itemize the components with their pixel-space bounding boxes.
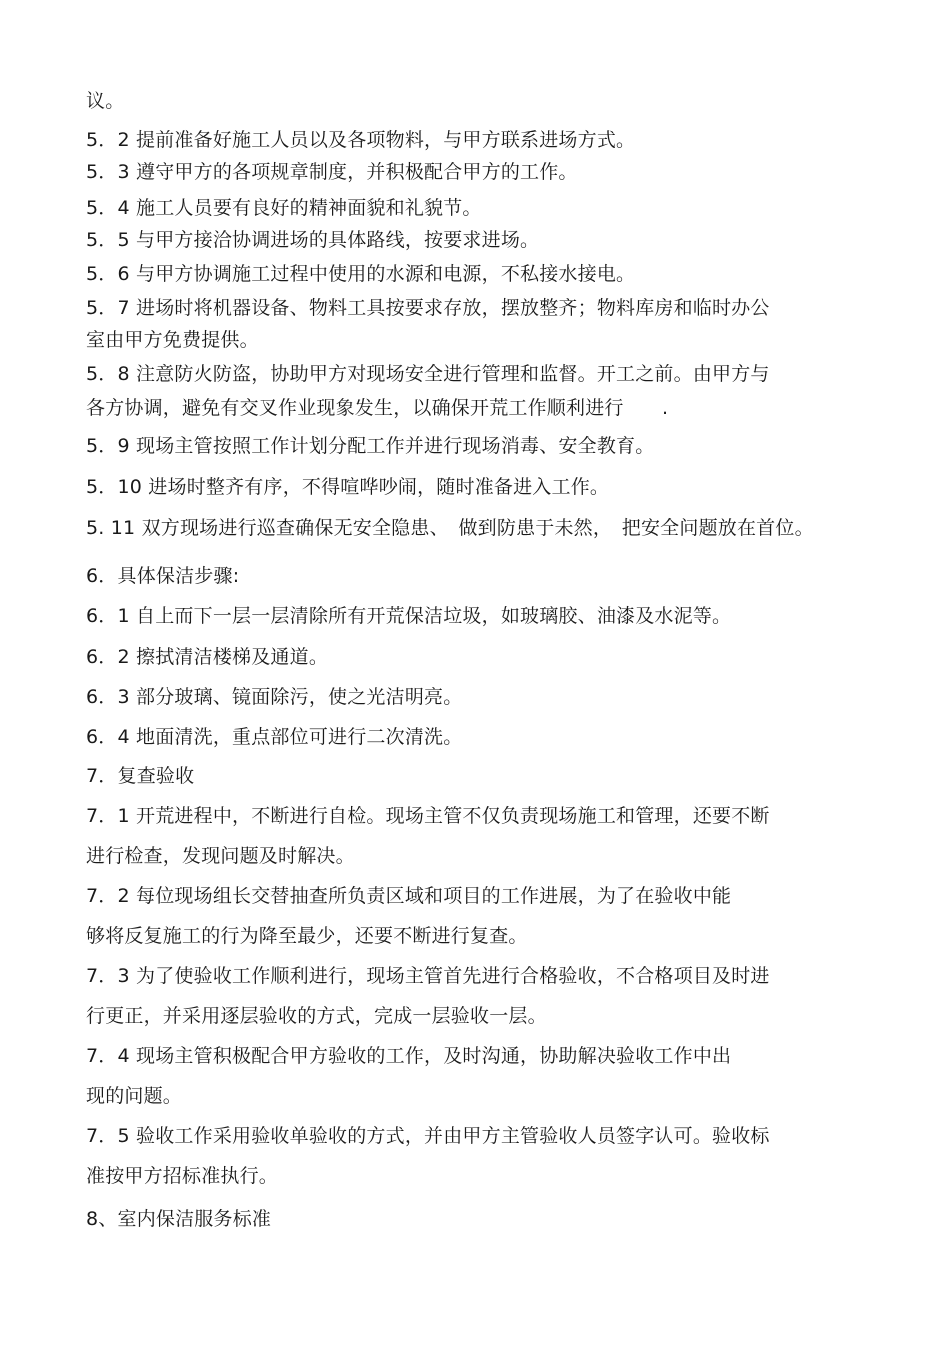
text-line: 5．10 进场时整齐有序，不得喧哗吵闹，随时准备进入工作。: [86, 476, 610, 498]
text-line: 进行检查，发现问题及时解决。: [86, 845, 355, 867]
text-line: 6．1 自上而下一层一层清除所有开荒保洁垃圾，如玻璃胶、油漆及水泥等。: [86, 605, 732, 627]
text-line: 行更正，并采用逐层验收的方式，完成一层验收一层。: [86, 1005, 547, 1027]
text-line: 议。: [86, 90, 125, 112]
text-line: 6．3 部分玻璃、镜面除污，使之光洁明亮。: [86, 686, 463, 708]
text-line: 7．4 现场主管积极配合甲方验收的工作，及时沟通，协助解决验收工作中出: [86, 1045, 732, 1067]
text-line: 5．8 注意防火防盗，协助甲方对现场安全进行管理和监督。开工之前。由甲方与: [86, 363, 770, 385]
text-line: 室由甲方免费提供。: [86, 329, 259, 351]
text-line: 5. 11 双方现场进行巡查确保无安全隐患、 做到防患于未然， 把安全问题放在首位。: [86, 517, 814, 539]
text-line: 5．5 与甲方接洽协调进场的具体路线，按要求进场。: [86, 229, 540, 251]
text-line: 5．2 提前准备好施工人员以及各项物料，与甲方联系进场方式。: [86, 129, 636, 151]
text-line: 6．4 地面清洗，重点部位可进行二次清洗。: [86, 726, 463, 748]
text-line: 7．5 验收工作采用验收单验收的方式，并由甲方主管验收人员签字认可。验收标: [86, 1125, 770, 1147]
text-line: 6．2 擦拭清洁楼梯及通道。: [86, 646, 329, 668]
text-line: 准按甲方招标准执行。: [86, 1165, 279, 1187]
text-line: 7．1 开荒进程中，不断进行自检。现场主管不仅负责现场施工和管理，还要不断: [86, 805, 770, 827]
text-line: 5．6 与甲方协调施工过程中使用的水源和电源，不私接水接电。: [86, 263, 636, 285]
text-line: 7．2 每位现场组长交替抽查所负责区域和项目的工作进展，为了在验收中能: [86, 885, 732, 907]
text-line: 5．7 进场时将机器设备、物料工具按要求存放，摆放整齐；物料库房和临时办公: [86, 297, 770, 319]
text-line: 5．4 施工人员要有良好的精神面貌和礼貌节。: [86, 197, 482, 219]
text-line: 够将反复施工的行为降至最少，还要不断进行复查。: [86, 925, 528, 947]
text-line: 7．3 为了使验收工作顺利进行，现场主管首先进行合格验收，不合格项目及时进: [86, 965, 770, 987]
text-line: 5．9 现场主管按照工作计划分配工作并进行现场消毒、安全教育。: [86, 435, 655, 457]
section-heading: 6．具体保洁步骤:: [86, 565, 240, 587]
section-heading: 8、室内保洁服务标准: [86, 1208, 272, 1230]
text-line: 各方协调，避免有交叉作业现象发生，以确保开荒工作顺利进行 .: [86, 397, 669, 419]
text-line: 5．3 遵守甲方的各项规章制度，并积极配合甲方的工作。: [86, 161, 578, 183]
section-heading: 7．复查验收: [86, 765, 195, 787]
text-line: 现的问题。: [86, 1085, 183, 1107]
